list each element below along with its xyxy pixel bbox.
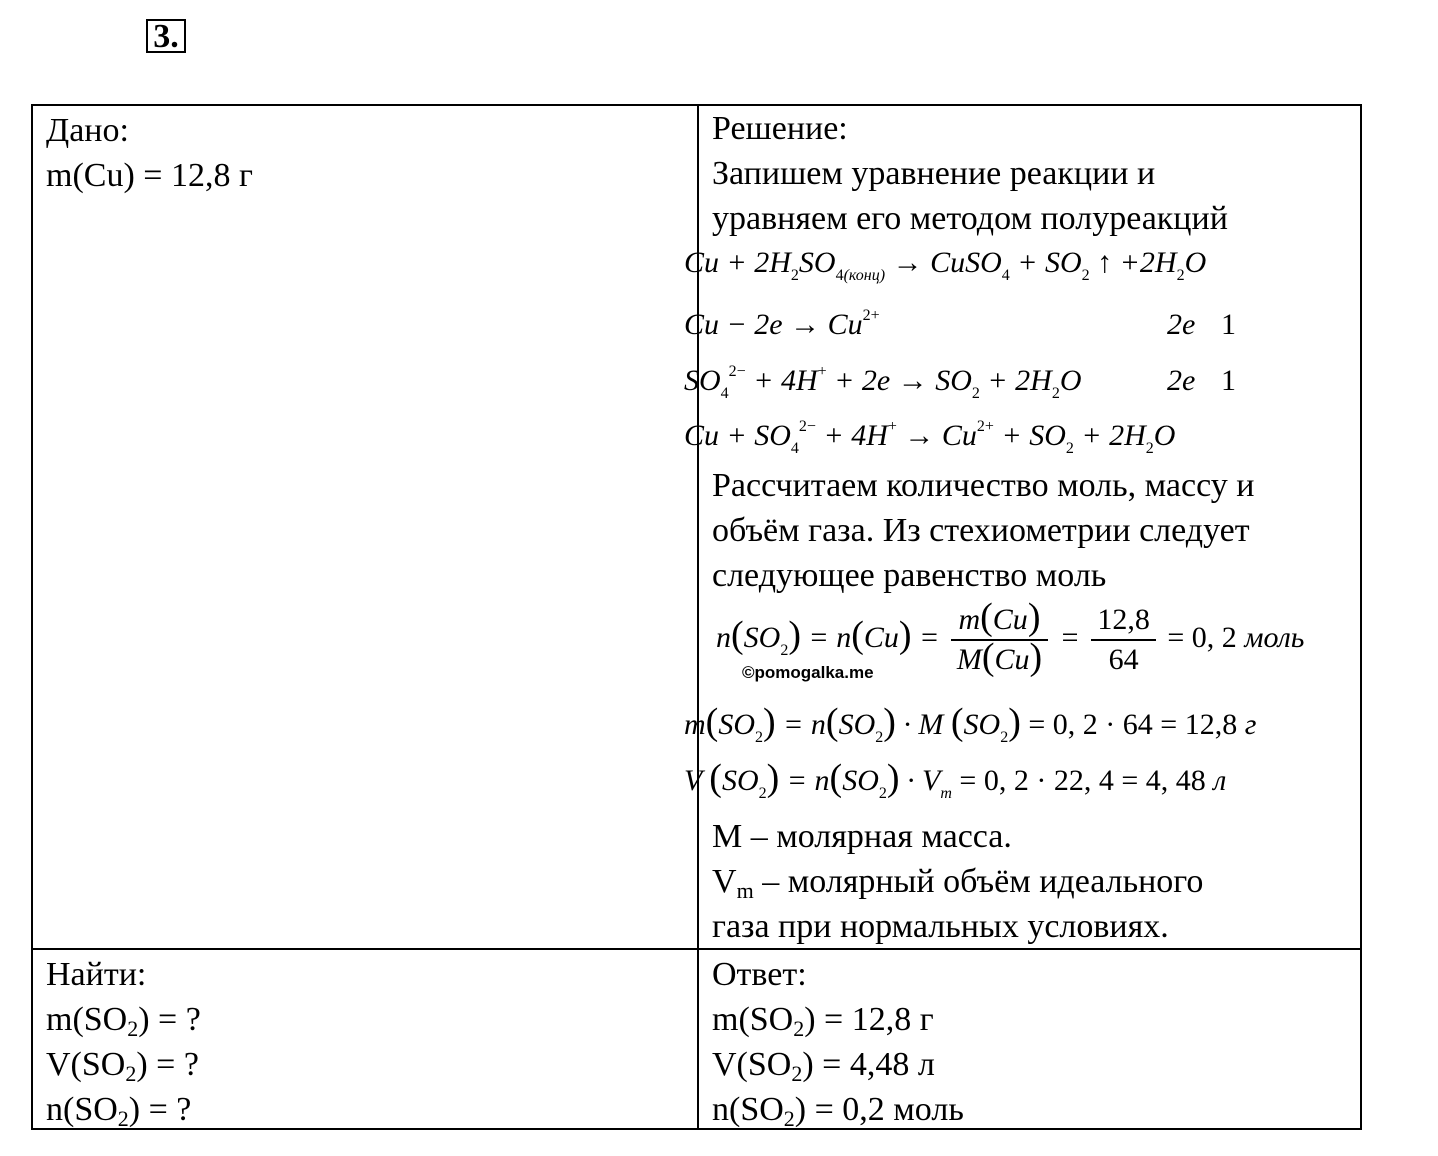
calc-text-line: следующее равенство моль xyxy=(712,557,1107,594)
given-cell xyxy=(46,108,686,198)
oxidation-half-reaction: $Cu - 2e \to Cu^{2+}$ xyxy=(684,307,880,341)
volume-equation: V $(SO_2) = n(SO_2) \cdot V_m = 0$, 2 · 22, 4 = 4, 48 л xyxy=(684,757,1227,802)
mass-result: = 0, 2 · 64 = 12,8 xyxy=(1028,708,1238,741)
find-line: $n(SO_2)$ = ? xyxy=(46,1091,192,1131)
ionic-equation: $Cu + SO_4^{2-} + 4H^+ \to Cu^{2+} + SO_2 + 2H_2O$ xyxy=(684,418,1176,457)
given-line: m(Cu) = 12,8 г xyxy=(46,157,253,194)
coefficient-reduction: 1 xyxy=(1221,364,1236,397)
molar-fraction: $\frac{m(Cu)}{M(Cu)}$ xyxy=(951,603,1048,677)
solution-header: Решение: xyxy=(712,110,848,147)
problem-number: 3. xyxy=(153,18,179,55)
coefficient-oxidation: 1 xyxy=(1221,308,1236,341)
solution-intro-line: Запишем уравнение реакции и xyxy=(712,155,1156,192)
calculation-text xyxy=(712,463,1352,598)
find-line: $m(SO_2)$ = ? xyxy=(46,1001,201,1041)
mass-unit: г xyxy=(1244,708,1257,741)
mole-equation: $n(SO_2) = n(Cu)$ = $\frac{m(Cu)}{M(Cu)}$ = $\frac{12,8}{64}$ = 0, 2 моль xyxy=(716,596,1305,678)
given-header: Дано: xyxy=(46,112,129,149)
answer-line: $n(SO_2) = 0,2$ моль xyxy=(712,1091,964,1131)
answer-cell xyxy=(712,952,1352,1132)
find-header: Найти: xyxy=(46,956,147,993)
solution-intro-line: уравняем его методом полуреакций xyxy=(712,200,1228,237)
find-cell xyxy=(46,952,686,1132)
calc-text-line: объём газа. Из стехиометрии следует xyxy=(712,512,1250,549)
note-line: $V_m$ – молярный объём идеального xyxy=(712,863,1204,903)
calc-text-line: Рассчитаем количество моль, массу и xyxy=(712,467,1255,504)
find-line: $V(SO_2)$ = ? xyxy=(46,1046,199,1086)
reaction-equation: $Cu + 2H_2SO_{4(конц)}$ → CuSO$_4$ + $SO_2$ ↑ $+2H_2O$ xyxy=(684,246,1207,284)
electrons-reduction: 2e xyxy=(1167,364,1196,397)
volume-result: = 0, 2 · 22, 4 = 4, 48 xyxy=(959,764,1206,797)
numeric-fraction: $\frac{12,8}{64}$ xyxy=(1091,603,1156,677)
solution-cell xyxy=(712,106,1352,241)
notes xyxy=(712,814,1352,949)
mass-equation: $m(SO_2) = n(SO_2) \cdot M$ $(SO_2) = 0$, 2 · 64 = 12,8 г xyxy=(684,701,1257,746)
answer-header: Ответ: xyxy=(712,956,807,993)
answer-line: $V(SO_2) = 4,48$ л xyxy=(712,1046,935,1086)
reduction-half-reaction: $SO_4^{2-} + 4H^+ + 2e \to SO_2 + 2H_2O$ xyxy=(684,363,1082,402)
answer-line: $m(SO_2) = 12,8$ г xyxy=(712,1001,934,1041)
electrons-oxidation: 2e xyxy=(1167,308,1196,341)
watermark: ©pomogalka.me xyxy=(742,663,874,682)
mole-unit: моль xyxy=(1244,620,1305,654)
problem-number-box xyxy=(146,19,186,53)
mole-result: = 0, 2 xyxy=(1167,620,1237,654)
note-line: газа при нормальных условиях. xyxy=(712,908,1169,945)
note-line: M – молярная масса. xyxy=(712,818,1012,855)
volume-unit: л xyxy=(1213,764,1227,797)
